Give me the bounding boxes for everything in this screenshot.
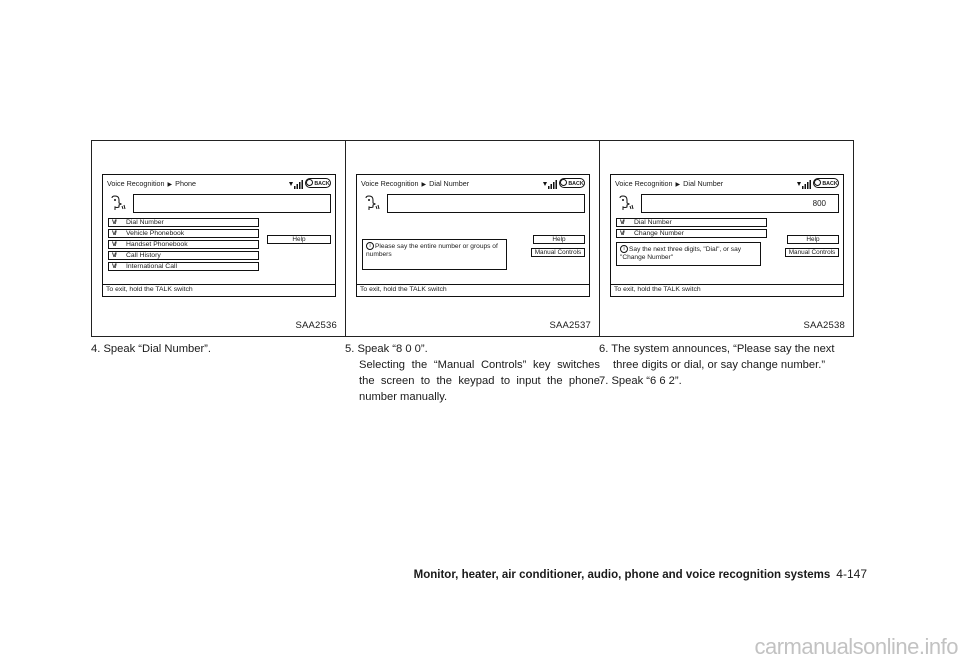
voice-command-icon: V/ [112, 264, 116, 270]
arrow-right-icon: ▶ [167, 182, 173, 188]
figure-saa2536 [91, 140, 346, 337]
item-label: Dial Number [126, 219, 164, 226]
crumb-voice-recognition: Voice Recognition [615, 179, 673, 188]
step-text: The system announces, “Please say the next three digits or dial, or say change number.” [611, 343, 835, 371]
screen-footer: To exit, hold the TALK switch [357, 284, 589, 296]
step-6 [599, 341, 856, 373]
number-display [387, 194, 585, 213]
column-2-text [345, 341, 600, 405]
crumb-dial-number: Dial Number [683, 179, 724, 188]
step-number: 7. [599, 375, 609, 387]
arrow-right-icon: ▶ [421, 182, 427, 188]
item-label: Call History [126, 252, 161, 259]
help-button[interactable]: Help [533, 235, 585, 244]
screen-header [107, 179, 196, 188]
crumb-voice-recognition: Voice Recognition [361, 179, 419, 188]
manual-controls-button[interactable]: Manual Controls [531, 248, 585, 257]
prompt-message [616, 242, 761, 266]
prompt-text: Say the next three digits, "Dial", or say "Change Number" [620, 245, 742, 261]
voice-recognition-icon [617, 195, 635, 213]
section-title: Monitor, heater, air conditioner, audio, phone and voice recognition systems [413, 569, 831, 581]
page-number: 4-147 [836, 567, 867, 581]
step-text: Speak “Dial Number”. [103, 343, 212, 355]
voice-command-icon: V/ [112, 242, 116, 248]
column-1-text [91, 341, 346, 357]
voice-command-icon: V/ [620, 231, 624, 237]
number-display: 800 [641, 194, 839, 213]
step-text: Speak “6 6 2”. [611, 375, 682, 387]
help-button[interactable]: Help [267, 235, 331, 244]
signal-strength-icon [796, 180, 812, 189]
voice-command-icon: V/ [112, 231, 116, 237]
signal-strength-icon [542, 180, 558, 189]
dial-number-screen-800 [610, 174, 844, 297]
figure-saa2538 [599, 140, 854, 337]
screen-header [361, 179, 469, 188]
voice-command-icon: V/ [620, 220, 624, 226]
step-4 [91, 341, 346, 357]
figure-saa2537 [345, 140, 600, 337]
item-label: Change Number [634, 230, 684, 237]
item-label: Handset Phonebook [126, 241, 188, 248]
back-button[interactable] [305, 178, 331, 188]
back-arrow-icon [560, 179, 567, 186]
menu-item-handset-phonebook[interactable] [108, 240, 259, 249]
item-label: Dial Number [634, 219, 672, 226]
help-button[interactable]: Help [787, 235, 839, 244]
item-label: Vehicle Phonebook [126, 230, 185, 237]
column-3-text [599, 341, 856, 389]
step-text: Speak “8 0 0”. [357, 343, 428, 355]
watermark: carmanualsonline.info [754, 634, 958, 659]
signal-strength-icon [288, 180, 304, 189]
back-button[interactable] [813, 178, 839, 188]
crumb-voice-recognition: Voice Recognition [107, 179, 165, 188]
step-number: 6. [599, 343, 609, 355]
screen-footer: To exit, hold the TALK switch [611, 284, 843, 296]
screen-header [615, 179, 723, 188]
voice-command-icon: V/ [112, 253, 116, 259]
arrow-right-icon: ▶ [675, 182, 681, 188]
step-number: 5. [345, 343, 355, 355]
item-label: International Call [126, 263, 178, 270]
step-number: 4. [91, 343, 101, 355]
back-label: BACK [314, 181, 330, 187]
voice-command-icon: V/ [112, 220, 116, 226]
prompt-message [362, 239, 507, 270]
number-display [133, 194, 331, 213]
info-icon: i [620, 245, 628, 253]
menu-item-dial-number[interactable] [616, 218, 767, 227]
back-arrow-icon [814, 179, 821, 186]
step-5 [345, 341, 600, 357]
menu-item-change-number[interactable] [616, 229, 767, 238]
crumb-dial-number: Dial Number [429, 179, 470, 188]
screen-footer: To exit, hold the TALK switch [103, 284, 335, 296]
figure-code: SAA2536 [295, 320, 337, 331]
step-5-note: Selecting the “Manual Controls” key switches the screen to the keypad to input the phone number manually. [359, 359, 600, 403]
back-arrow-icon [306, 179, 313, 186]
figure-code: SAA2538 [803, 320, 845, 331]
manual-controls-button[interactable]: Manual Controls [785, 248, 839, 257]
crumb-phone: Phone [175, 179, 196, 188]
voice-recognition-icon [363, 195, 381, 213]
menu-item-dial-number[interactable] [108, 218, 259, 227]
step-7 [599, 373, 856, 389]
back-label: BACK [568, 181, 584, 187]
voice-recognition-icon [109, 195, 127, 213]
menu-item-vehicle-phonebook[interactable] [108, 229, 259, 238]
menu-item-call-history[interactable] [108, 251, 259, 260]
phone-screen [102, 174, 336, 297]
dial-number-screen [356, 174, 590, 297]
figure-code: SAA2537 [549, 320, 591, 331]
back-button[interactable] [559, 178, 585, 188]
menu-item-international-call[interactable] [108, 262, 259, 271]
info-icon: i [366, 242, 374, 250]
prompt-text: Please say the entire number or groups of numbers [366, 242, 498, 258]
back-label: BACK [822, 181, 838, 187]
page-footer [414, 567, 867, 581]
